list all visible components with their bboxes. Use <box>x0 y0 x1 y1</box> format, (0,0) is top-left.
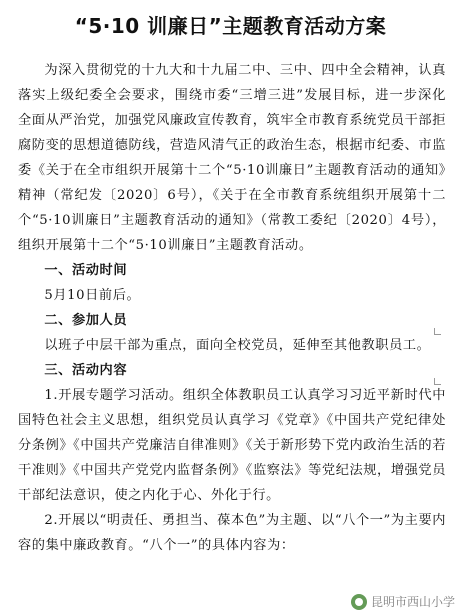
section-text-participants: 以班子中层干部为重点，面向全校党员，延伸至其他教职员工。 <box>44 338 431 353</box>
wechat-logo-icon <box>351 594 367 610</box>
paragraph-mark-icon <box>434 328 441 335</box>
paragraph-mark-icon <box>434 378 441 385</box>
section-heading-time: 一、活动时间 <box>44 263 128 278</box>
watermark <box>351 593 455 610</box>
document-body <box>18 58 446 558</box>
intro-paragraph: 为深入贯彻党的十九大和十九届二中、三中、四中全会精神，认真落实上级纪委全会要求，围绕市委“三增三进”发展目标，进一步深化全面从严治党，加强党风廉政宣传教育，筑牢全市教育系统党员干部拒腐防变的思想道德防线，营造风清气正的政治生态，根据市纪委、市监委《关于在全市组织开展第十二个“5·10训廉日”主题教育活动的通知》精神（常纪发〔2020〕6号），《关于在全市教育系统组织开展第十二个“5·10训廉日”主题教育活动的通知》（常教工委纪〔2020〕4号），组织开展第十二个“5·10训廉日”主题教育活动。 <box>18 63 446 253</box>
content-item-education: 2.开展以“明责任、勇担当、葆本色”为主题、以“八个一”为主要内容的集中廉政教育。“八个一”的具体内容为： <box>18 513 447 553</box>
section-heading-participants: 二、参加人员 <box>44 313 128 328</box>
content-item-study: 1.开展专题学习活动。组织全体教职员工认真学习习近平新时代中国特色社会主义思想，组织党员认真学习《党章》《中国共产党纪律处分条例》《中国共产党廉洁自律准则》《关于新形势下党内政治生活的若干准则》《中国共产党党内监督条例》《监察法》等党纪法规，增强党员干部纪法意识，使之内化于心、外化于行。 <box>18 388 446 503</box>
document-title: “5·10 训廉日”主题教育活动方案 <box>74 14 387 38</box>
section-heading-content: 三、活动内容 <box>44 363 128 378</box>
watermark-text: 昆明市西山小学 <box>370 595 455 609</box>
section-text-time: 5月10日前后。 <box>44 288 141 303</box>
